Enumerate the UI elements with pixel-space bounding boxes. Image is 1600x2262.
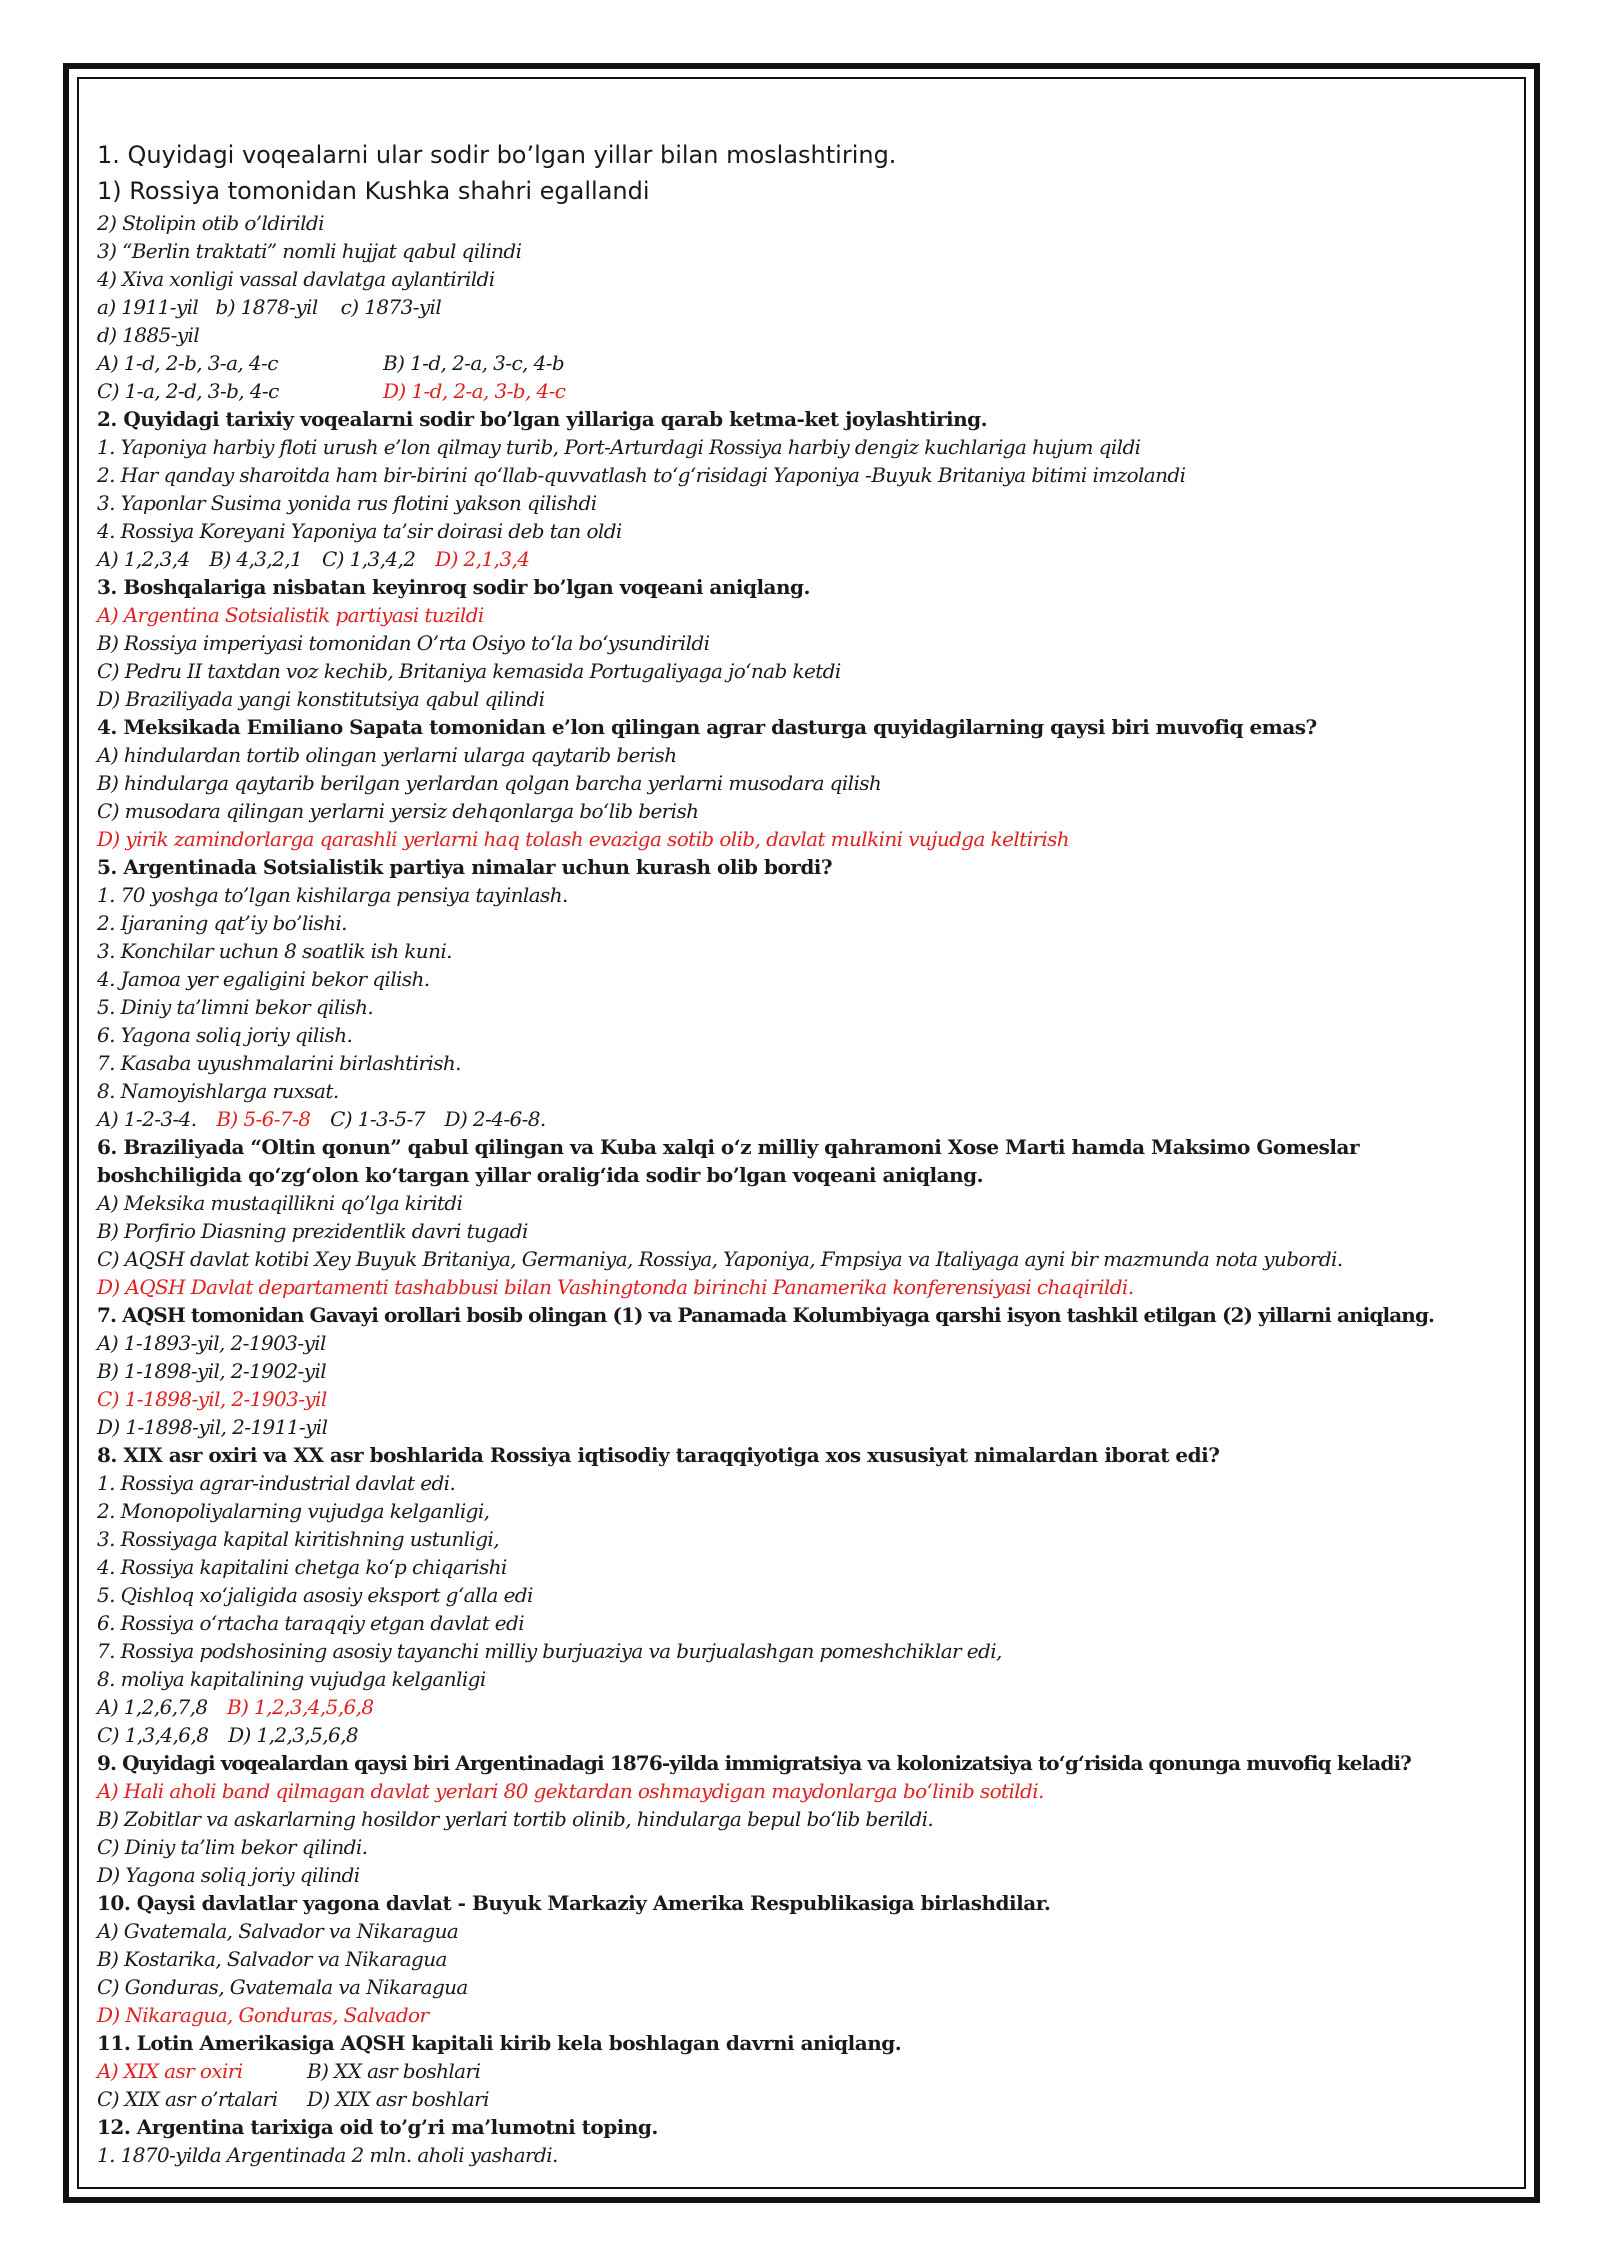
question-5-option-b-answer: B) 5-6-7-8 <box>216 1107 311 1131</box>
quiz-content <box>97 137 1507 2169</box>
question-11-options-row-1 <box>97 2057 1507 2085</box>
question-6-option-c: C) AQSH davlat kotibi Xey Buyuk Britaniya, Germaniya, Rossiya, Yaponiya, Fmpsiya va Italiyaga ayni bir mazmunda nota yubordi. <box>97 1247 1343 1271</box>
question-8-option-c: C) 1,3,4,6,8 <box>97 1723 209 1747</box>
question-1-option-d-answer: D) 1-d, 2-a, 3-b, 4-c <box>383 379 566 403</box>
question-6-option-d-answer: D) AQSH Davlat departamenti tashabbusi bilan Vashingtonda birinchi Panamerika konferensiyasi chaqirildi. <box>97 1275 1134 1299</box>
question-9-option-b: B) Zobitlar va askarlarning hosildor yerlari tortib olinib, hindularga bepul bo‘lib berildi. <box>97 1807 934 1831</box>
question-10-option-d-answer: D) Nikaragua, Gonduras, Salvador <box>97 2003 429 2027</box>
question-1-years: a) 1911-yil b) 1878-yil c) 1873-yil <box>97 295 442 319</box>
question-8-option-d: D) 1,2,3,5,6,8 <box>228 1723 359 1747</box>
question-10-option-c: C) Gonduras, Gvatemala va Nikaragua <box>97 1975 468 1999</box>
question-3-option-d: D) Braziliyada yangi konstitutsiya qabul qilindi <box>97 687 545 711</box>
question-5-item-8: 8. Namoyishlarga ruxsat. <box>97 1079 339 1103</box>
question-1-option-b: B) 1-d, 2-a, 3-c, 4-b <box>383 351 565 375</box>
question-7-option-a: A) 1-1893-yil, 2-1903-yil <box>97 1331 326 1355</box>
question-9-option-d: D) Yagona soliq joriy qilindi <box>97 1863 360 1887</box>
question-2-option-d-answer: D) 2,1,3,4 <box>435 547 530 571</box>
question-8-item-7: 7. Rossiya podshosining asosiy tayanchi milliy burjuaziya va burjualashgan pomeshchiklar edi, <box>97 1639 1002 1663</box>
question-1-item-1: 1) Rossiya tomonidan Kushka shahri egallandi <box>97 177 650 205</box>
question-11-options-row-2 <box>97 2085 1507 2113</box>
question-12-item-1: 1. 1870-yilda Argentinada 2 mln. aholi yashardi. <box>97 2143 558 2167</box>
question-2-item-2: 2. Har qanday sharoitda ham bir-birini qo‘llab-quvvatlash to‘g‘risidagi Yaponiya -Buyuk Britaniya bitimi imzolandi <box>97 463 1186 487</box>
question-6-option-b: B) Porfirio Diasning prezidentlik davri tugadi <box>97 1219 528 1243</box>
question-11-option-a-answer: A) XIX asr oxiri <box>97 2059 243 2083</box>
question-5-title: 5. Argentinada Sotsialistik partiya nimalar uchun kurash olib bordi? <box>97 855 833 879</box>
question-3-option-a-answer: A) Argentina Sotsialistik partiyasi tuzildi <box>97 603 484 627</box>
question-3-title: 3. Boshqalariga nisbatan keyinroq sodir bo’lgan voqeani aniqlang. <box>97 575 811 599</box>
question-3-option-b: B) Rossiya imperiyasi tomonidan O’rta Osiyo to‘la bo‘ysundirildi <box>97 631 710 655</box>
question-1-options-row-1 <box>97 349 1507 377</box>
question-10-title: 10. Qaysi davlatlar yagona davlat - Buyuk Markaziy Amerika Respublikasiga birlashdilar. <box>97 1891 1051 1915</box>
question-5-item-3: 3. Konchilar uchun 8 soatlik ish kuni. <box>97 939 452 963</box>
question-5-item-2: 2. Ijaraning qat’iy bo’lishi. <box>97 911 347 935</box>
question-4-option-c: C) musodara qilingan yerlarni yersiz dehqonlarga bo‘lib berish <box>97 799 699 823</box>
question-5-item-5: 5. Diniy ta’limni bekor qilish. <box>97 995 374 1019</box>
question-8-item-5: 5. Qishloq xo‘jaligida asosiy eksport g‘alla edi <box>97 1583 533 1607</box>
question-2-options <box>97 545 1507 573</box>
question-5-option-a: A) 1-2-3-4. <box>97 1107 197 1131</box>
question-5-item-4: 4. Jamoa yer egaligini bekor qilish. <box>97 967 430 991</box>
question-1-option-a: A) 1-d, 2-b, 3-a, 4-c <box>97 351 278 375</box>
question-8-options-row-1 <box>97 1693 1507 1721</box>
question-4-title: 4. Meksikada Emiliano Sapata tomonidan e’lon qilingan agrar dasturga quyidagilarning qaysi biri muvofiq emas? <box>97 715 1317 739</box>
question-1-item-4: 4) Xiva xonligi vassal davlatga aylantirildi <box>97 267 495 291</box>
question-4-option-d-answer: D) yirik zamindorlarga qarashli yerlarni haq tolash evaziga sotib olib, davlat mulkini vujudga keltirish <box>97 827 1070 851</box>
question-1-option-c: C) 1-a, 2-d, 3-b, 4-c <box>97 379 279 403</box>
question-1-options-row-2 <box>97 377 1507 405</box>
question-8-item-4: 4. Rossiya kapitalini chetga ko‘p chiqarishi <box>97 1555 507 1579</box>
question-5-options <box>97 1105 1507 1133</box>
question-6-option-a: A) Meksika mustaqillikni qo’lga kiritdi <box>97 1191 463 1215</box>
question-7-option-b: B) 1-1898-yil, 2-1902-yil <box>97 1359 327 1383</box>
question-5-item-7: 7. Kasaba uyushmalarini birlashtirish. <box>97 1051 461 1075</box>
question-9-option-a-answer: A) Hali aholi band qilmagan davlat yerlari 80 gektardan oshmaydigan maydonlarga bo‘linib sotildi. <box>97 1779 1044 1803</box>
question-7-option-d: D) 1-1898-yil, 2-1911-yil <box>97 1415 328 1439</box>
question-2-item-4: 4. Rossiya Koreyani Yaponiya ta’sir doirasi deb tan oldi <box>97 519 622 543</box>
question-10-option-b: B) Kostarika, Salvador va Nikaragua <box>97 1947 447 1971</box>
question-2-option-b: B) 4,3,2,1 <box>209 547 303 571</box>
question-1-item-2: 2) Stolipin otib o’ldirildi <box>97 211 324 235</box>
question-1-title: 1. Quyidagi voqealarni ular sodir bo’lgan yillar bilan moslashtiring. <box>97 141 897 169</box>
question-6-title-line-2: boshchiligida qo‘zg‘olon ko‘targan yillar oralig‘ida sodir bo’lgan voqeani aniqlang. <box>97 1163 984 1187</box>
question-5-item-6: 6. Yagona soliq joriy qilish. <box>97 1023 353 1047</box>
question-4-option-b: B) hindularga qaytarib berilgan yerlardan qolgan barcha yerlarni musodara qilish <box>97 771 882 795</box>
question-9-option-c: C) Diniy ta’lim bekor qilindi. <box>97 1835 368 1859</box>
question-11-title: 11. Lotin Amerikasiga AQSH kapitali kirib kela boshlagan davrni aniqlang. <box>97 2031 902 2055</box>
question-6-title-line-1: 6. Braziliyada “Oltin qonun” qabul qilingan va Kuba xalqi o‘z milliy qahramoni Xose Marti hamda Maksimo Gomeslar <box>97 1135 1359 1159</box>
question-7-title: 7. AQSH tomonidan Gavayi orollari bosib olingan (1) va Panamada Kolumbiyaga qarshi isyon tashkil etilgan (2) yillarni aniqlang. <box>97 1303 1435 1327</box>
question-11-option-b: B) XX asr boshlari <box>307 2059 481 2083</box>
question-4-option-a: A) hindulardan tortib olingan yerlarni ularga qaytarib berish <box>97 743 677 767</box>
question-11-option-d: D) XIX asr boshlari <box>307 2087 489 2111</box>
question-8-options-row-2 <box>97 1721 1507 1749</box>
question-2-item-1: 1. Yaponiya harbiy floti urush e’lon qilmay turib, Port-Arturdagi Rossiya harbiy dengiz kuchlariga hujum qildi <box>97 435 1141 459</box>
question-5-option-c: C) 1-3-5-7 <box>330 1107 425 1131</box>
question-2-option-c: C) 1,3,4,2 <box>321 547 416 571</box>
question-8-item-1: 1. Rossiya agrar-industrial davlat edi. <box>97 1471 456 1495</box>
question-10-option-a: A) Gvatemala, Salvador va Nikaragua <box>97 1919 459 1943</box>
question-9-title: 9. Quyidagi voqealardan qaysi biri Argentinadagi 1876-yilda immigratsiya va kolonizatsiya to‘g‘risida qonunga muvofiq keladi? <box>97 1751 1411 1775</box>
question-8-item-8: 8. moliya kapitalining vujudga kelganligi <box>97 1667 486 1691</box>
question-2-option-a: A) 1,2,3,4 <box>97 547 190 571</box>
question-1-item-3: 3) “Berlin traktati” nomli hujjat qabul qilindi <box>97 239 522 263</box>
question-8-item-3: 3. Rossiyaga kapital kiritishning ustunligi, <box>97 1527 499 1551</box>
question-8-item-2: 2. Monopoliyalarning vujudga kelganligi, <box>97 1499 490 1523</box>
question-5-option-d: D) 2-4-6-8. <box>444 1107 546 1131</box>
question-3-option-c: C) Pedru II taxtdan voz kechib, Britaniya kemasida Portugaliyaga jo‘nab ketdi <box>97 659 841 683</box>
question-8-option-b-answer: B) 1,2,3,4,5,6,8 <box>227 1695 374 1719</box>
question-7-option-c-answer: C) 1-1898-yil, 2-1903-yil <box>97 1387 327 1411</box>
question-1-year-d: d) 1885-yil <box>97 323 200 347</box>
question-8-option-a: A) 1,2,6,7,8 <box>97 1695 208 1719</box>
question-8-item-6: 6. Rossiya o‘rtacha taraqqiy etgan davlat edi <box>97 1611 525 1635</box>
question-12-title: 12. Argentina tarixiga oid to’g’ri ma’lumotni toping. <box>97 2115 658 2139</box>
question-11-option-c: C) XIX asr o’rtalari <box>97 2087 278 2111</box>
question-8-title: 8. XIX asr oxiri va XX asr boshlarida Rossiya iqtisodiy taraqqiyotiga xos xususiyat nimalardan iborat edi? <box>97 1443 1220 1467</box>
question-5-item-1: 1. 70 yoshga to’lgan kishilarga pensiya tayinlash. <box>97 883 568 907</box>
question-2-title: 2. Quyidagi tarixiy voqealarni sodir bo’lgan yillariga qarab ketma-ket joylashtiring. <box>97 407 988 431</box>
question-2-item-3: 3. Yaponlar Susima yonida rus flotini yakson qilishdi <box>97 491 597 515</box>
